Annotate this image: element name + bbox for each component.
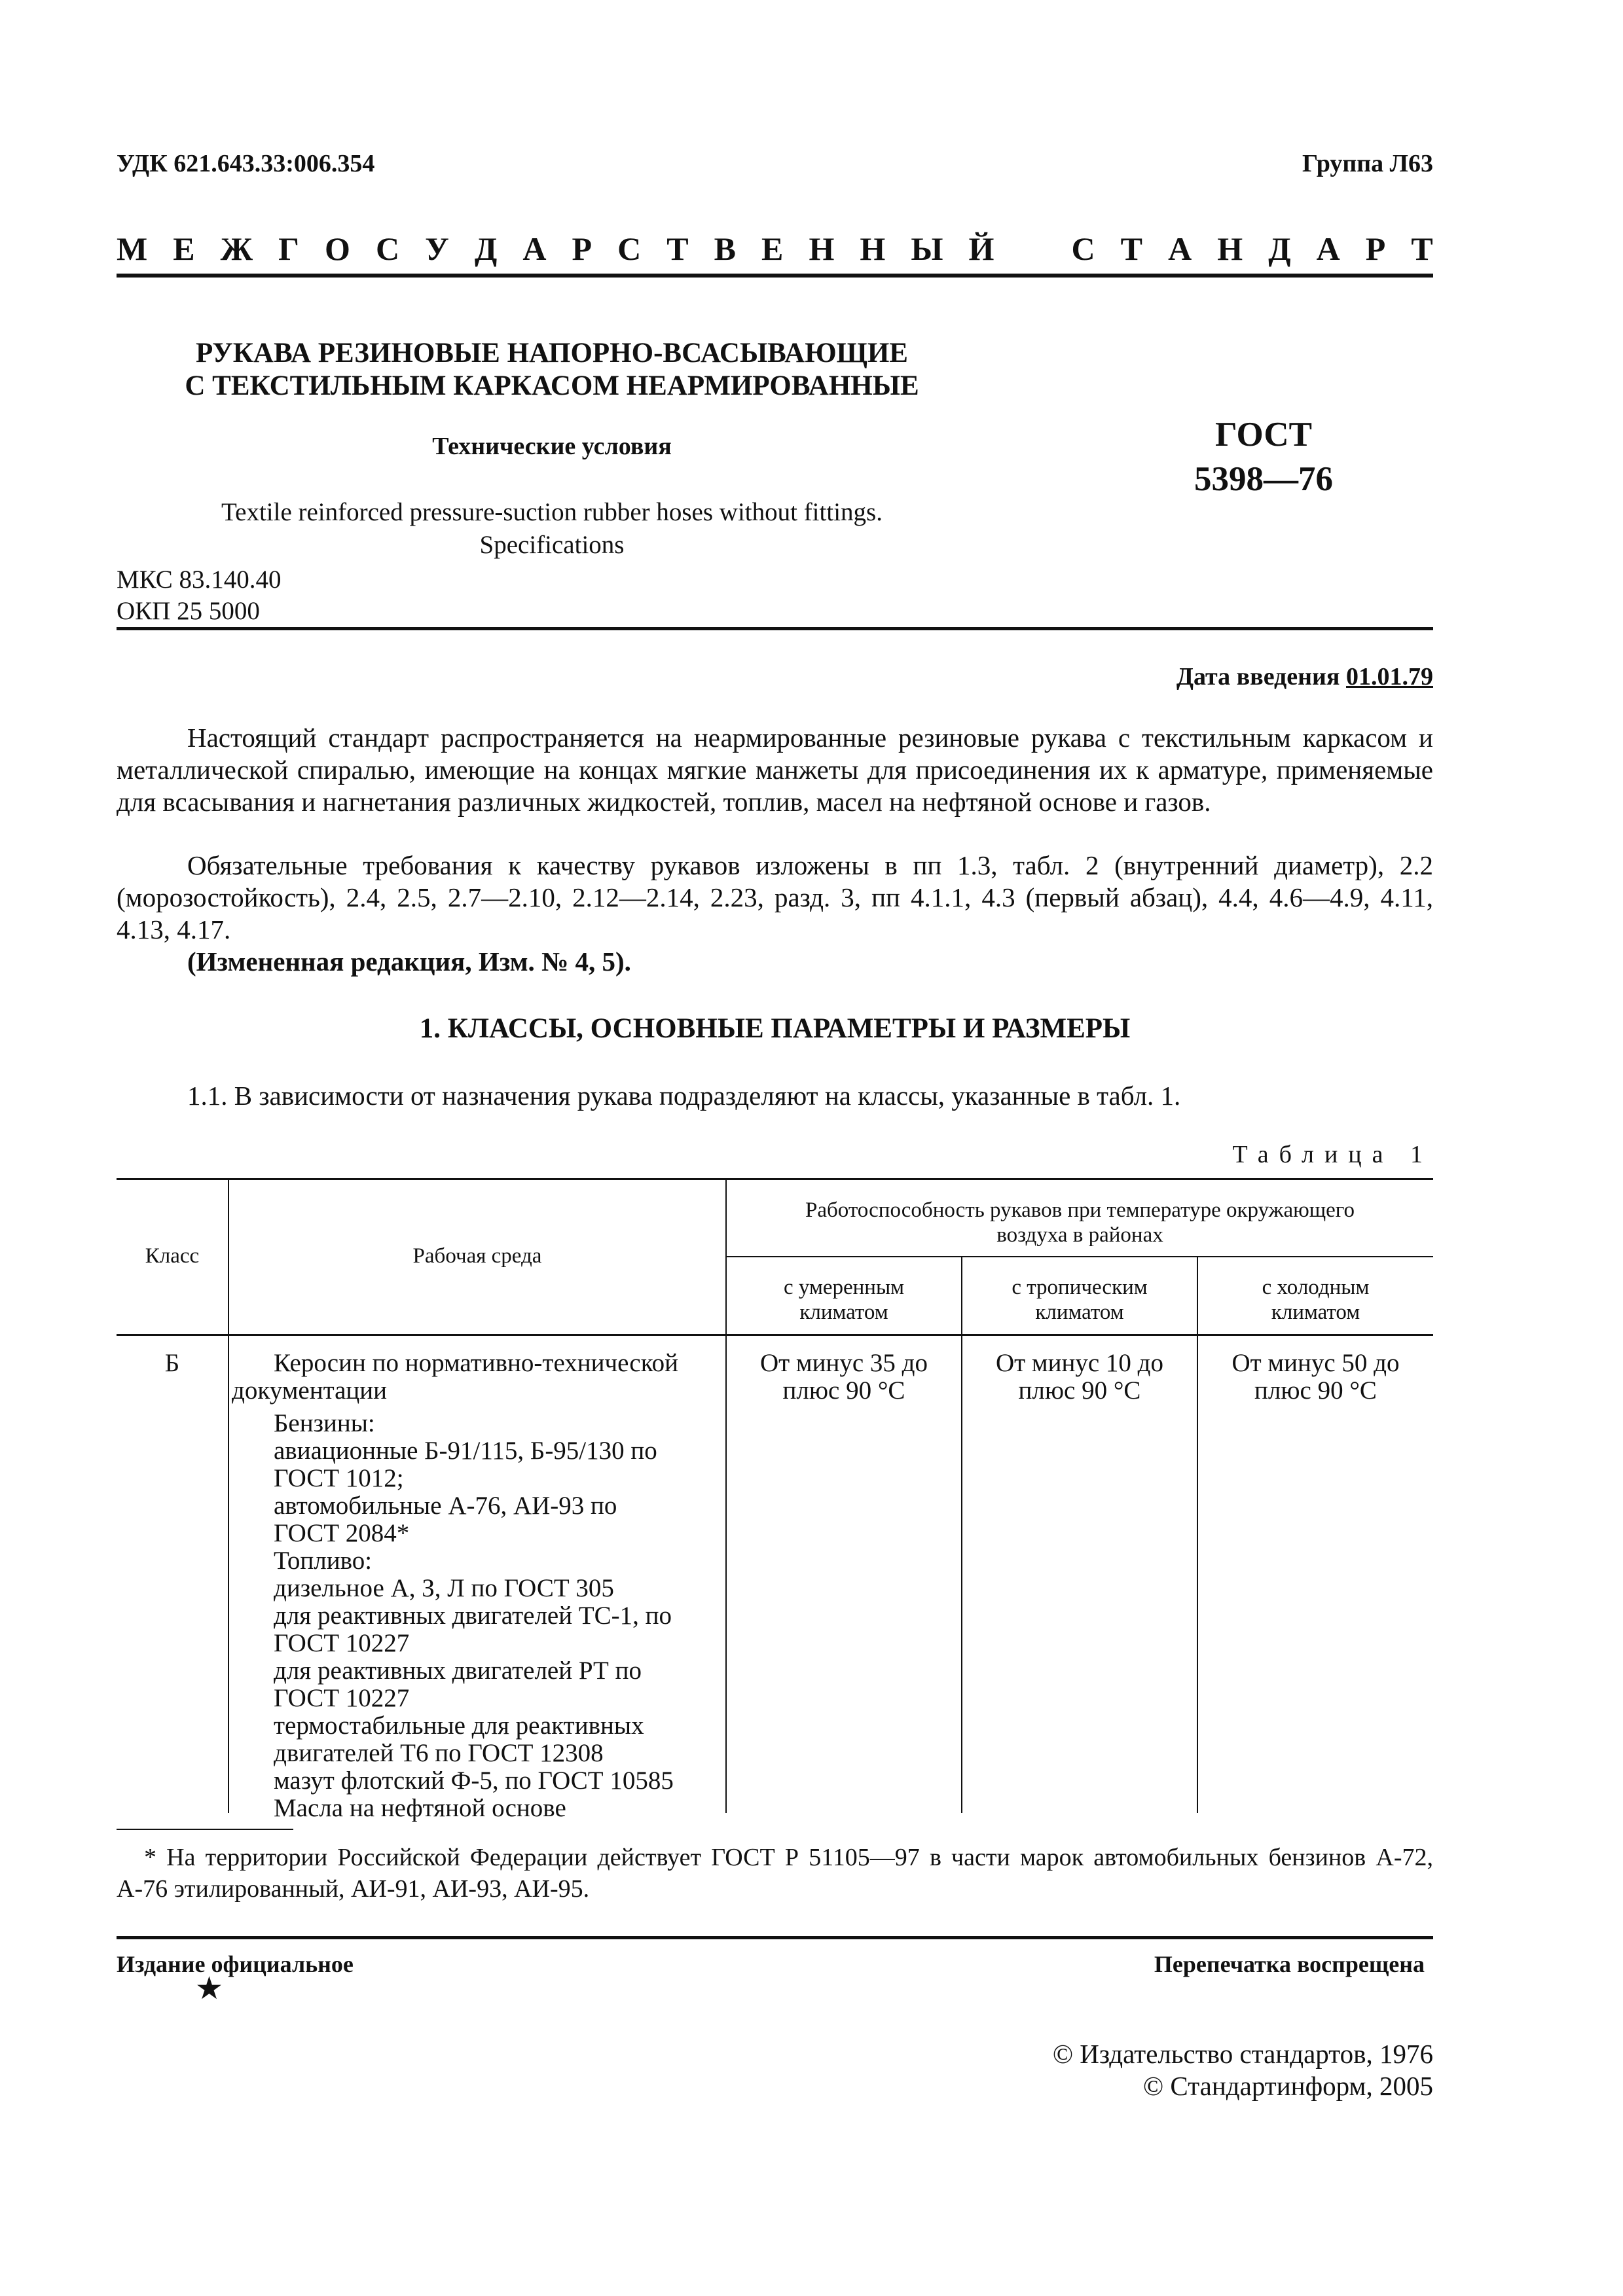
english-title-line-2: Specifications <box>479 531 625 559</box>
row-medium <box>232 1350 725 1822</box>
header-performance <box>727 1198 1433 1247</box>
row-class: Б <box>164 1349 180 1377</box>
row-tropical-line: плюс 90 °С <box>1018 1376 1141 1405</box>
table-top-border <box>117 1178 1433 1180</box>
header-tropical <box>962 1275 1197 1325</box>
header-medium: Рабочая среда <box>412 1244 542 1268</box>
banner-letter: Р <box>572 230 593 267</box>
copyright-block <box>1053 2038 1433 2102</box>
header-cold-line: с холодным <box>1262 1276 1370 1299</box>
banner-letter: В <box>714 230 736 267</box>
medium-sub-line: ГОСТ 10227 <box>274 1684 410 1712</box>
intro-date-label: Дата введения <box>1176 663 1340 691</box>
banner-letter: Ж <box>220 230 253 267</box>
footnote-divider <box>117 1829 293 1830</box>
medium-sub-line: автомобильные А-76, АИ-93 по <box>274 1492 617 1520</box>
banner-letter: М <box>117 230 148 267</box>
bottom-divider <box>117 1936 1433 1939</box>
medium-line: документации <box>232 1376 388 1405</box>
header-performance-line: Работоспособность рукавов при температуре окружающего <box>805 1198 1355 1222</box>
medium-line: Керосин по нормативно-технической <box>274 1349 679 1377</box>
row-cold-line: плюс 90 °С <box>1254 1376 1377 1405</box>
copyright-line: © Издательство стандартов, 1976 <box>1052 2039 1433 2069</box>
top-divider <box>117 274 1433 278</box>
document-title <box>117 337 987 403</box>
amendment-note: (Измененная редакция, Изм. № 4, 5). <box>187 946 631 977</box>
header-cold <box>1198 1275 1433 1325</box>
medium-sub-line: дизельное А, З, Л по ГОСТ 305 <box>274 1574 614 1602</box>
table-col-divider <box>725 1178 727 1813</box>
banner-letter: С <box>1071 230 1095 267</box>
medium-sub-line: мазут флотский Ф-5, по ГОСТ 10585 <box>274 1767 674 1795</box>
medium-sub-line: Бензины: <box>274 1409 375 1437</box>
row-cold-line: От минус 50 до <box>1231 1349 1400 1377</box>
banner-letter: У <box>425 230 449 267</box>
copyright-line: © Стандартинформ, 2005 <box>1143 2071 1433 2101</box>
intro-date-value: 01.01.79 <box>1346 663 1433 691</box>
group-code: Группа Л63 <box>1302 150 1433 177</box>
gost-number <box>1165 412 1362 501</box>
table-col-divider <box>961 1256 962 1813</box>
banner-letter: Г <box>278 230 299 267</box>
section-title: 1. КЛАССЫ, ОСНОВНЫЕ ПАРАМЕТРЫ И РАЗМЕРЫ <box>419 1013 1131 1044</box>
title-line-1: РУКАВА РЕЗИНОВЫЕ НАПОРНО-ВСАСЫВАЮЩИЕ <box>196 338 908 368</box>
classes-table <box>117 1178 1433 1822</box>
medium-sub-line: термостабильные для реактивных <box>274 1712 644 1740</box>
banner-letter: Р <box>1365 230 1386 267</box>
banner-letter: О <box>325 230 350 267</box>
udk-code: УДК 621.643.33:006.354 <box>117 150 375 177</box>
header-tropical-line: климатом <box>1035 1300 1124 1324</box>
table-header-border <box>117 1334 1433 1336</box>
row-tropical <box>962 1350 1197 1405</box>
medium-sub-line: ГОСТ 10227 <box>274 1629 410 1657</box>
header-temperate-line: с умеренным <box>783 1276 904 1299</box>
mks-code: МКС 83.140.40 <box>117 565 282 594</box>
paragraph-scope: Настоящий стандарт распространяется на неармированные резиновые рукава с текстильным каркасом и металлической спиралью, имеющие на концах мягкие манжеты для присоединения их к арматуре, применяемые для всасывания и нагнетания различных жидкостей, топлив, масел на нефтяной основе и газов. <box>117 723 1433 817</box>
header-class: Класс <box>145 1244 200 1268</box>
reprint-prohibited-label: Перепечатка воспрещена <box>1154 1951 1425 1977</box>
paragraph-classes: 1.1. В зависимости от назначения рукава подразделяют на классы, указанные в табл. 1. <box>187 1081 1181 1111</box>
medium-sub-line: Топливо: <box>274 1547 373 1575</box>
middle-divider <box>117 627 1433 630</box>
gost-label: ГОСТ <box>1215 416 1312 454</box>
table-caption: Таблица 1 <box>1232 1141 1433 1168</box>
header-cold-line: климатом <box>1271 1300 1360 1324</box>
table-subheader-border <box>725 1256 1433 1257</box>
classification-codes <box>117 564 281 627</box>
header-tropical-line: с тропическим <box>1012 1276 1148 1299</box>
banner-letter: Ы <box>911 230 943 267</box>
medium-sub-line: ГОСТ 2084* <box>274 1519 410 1547</box>
row-temperate <box>727 1350 961 1405</box>
star-icon: ★ <box>195 1971 224 2006</box>
banner-letter: А <box>1168 230 1192 267</box>
row-temperate-line: плюс 90 °С <box>782 1376 905 1405</box>
banner-letter: Т <box>1120 230 1143 267</box>
okp-code: ОКП 25 5000 <box>117 597 260 625</box>
medium-sub-line: Масла на нефтяной основе <box>274 1794 566 1822</box>
banner-letter: Д <box>1268 230 1291 267</box>
interstate-standard-banner <box>117 229 1433 268</box>
banner-letter: Т <box>1411 230 1433 267</box>
header-temperate-line: климатом <box>799 1300 888 1324</box>
banner-letter: Д <box>474 230 498 267</box>
banner-letter: Е <box>173 230 195 267</box>
banner-letter: А <box>522 230 547 267</box>
banner-letter: Н <box>809 230 835 267</box>
row-tropical-line: От минус 10 до <box>995 1349 1164 1377</box>
table-col-divider <box>1197 1256 1198 1813</box>
english-title <box>117 496 987 562</box>
paragraph-requirements: Обязательные требования к качеству рукавов изложены в пп 1.3, табл. 2 (внутренний диаметр), 2.2 (морозостойкость), 2.4, 2.5, 2.7—2.10, 2.12—2.14, 2.23, разд. 3, пп 4.1.1, 4.3 (первый абзац), 4.4, 4.6—4.9, 4.11, 4.13, 4.17. <box>117 850 1433 944</box>
medium-sub-line: для реактивных двигателей РТ по <box>274 1657 642 1685</box>
medium-sub-line: для реактивных двигателей ТС-1, по <box>274 1602 672 1630</box>
row-temperate-line: От минус 35 до <box>759 1349 928 1377</box>
medium-sub-line: авиационные Б-91/115, Б-95/130 по <box>274 1437 657 1465</box>
title-line-2: С ТЕКСТИЛЬНЫМ КАРКАСОМ НЕАРМИРОВАННЫЕ <box>185 370 919 401</box>
header-temperate <box>727 1275 961 1325</box>
gost-code: 5398—76 <box>1194 460 1333 498</box>
table-col-divider <box>228 1178 229 1813</box>
medium-sub-list <box>232 1410 725 1822</box>
official-edition-label: Издание официальное <box>117 1951 354 1977</box>
banner-letter: С <box>617 230 642 267</box>
header-performance-line: воздуха в районах <box>996 1223 1163 1247</box>
introduction-date <box>1176 662 1433 691</box>
banner-letter: Е <box>761 230 784 267</box>
row-cold <box>1198 1350 1433 1405</box>
banner-letter: Т <box>666 230 689 267</box>
banner-letter: Й <box>968 230 994 267</box>
banner-letter: Н <box>860 230 886 267</box>
document-subtitle: Технические условия <box>432 433 672 460</box>
medium-sub-line: ГОСТ 1012; <box>274 1464 404 1492</box>
banner-letter: С <box>375 230 400 267</box>
footnote: * На территории Российской Федерации действует ГОСТ Р 51105—97 в части марок автомобильных бензинов А-72, А-76 этилированный, АИ-91, АИ-93, АИ-95. <box>117 1844 1433 1903</box>
medium-sub-line: двигателей Т6 по ГОСТ 12308 <box>274 1739 604 1767</box>
banner-letter: А <box>1316 230 1340 267</box>
english-title-line-1: Textile reinforced pressure-suction rubber hoses without fittings. <box>221 498 883 526</box>
banner-letter: Н <box>1217 230 1243 267</box>
